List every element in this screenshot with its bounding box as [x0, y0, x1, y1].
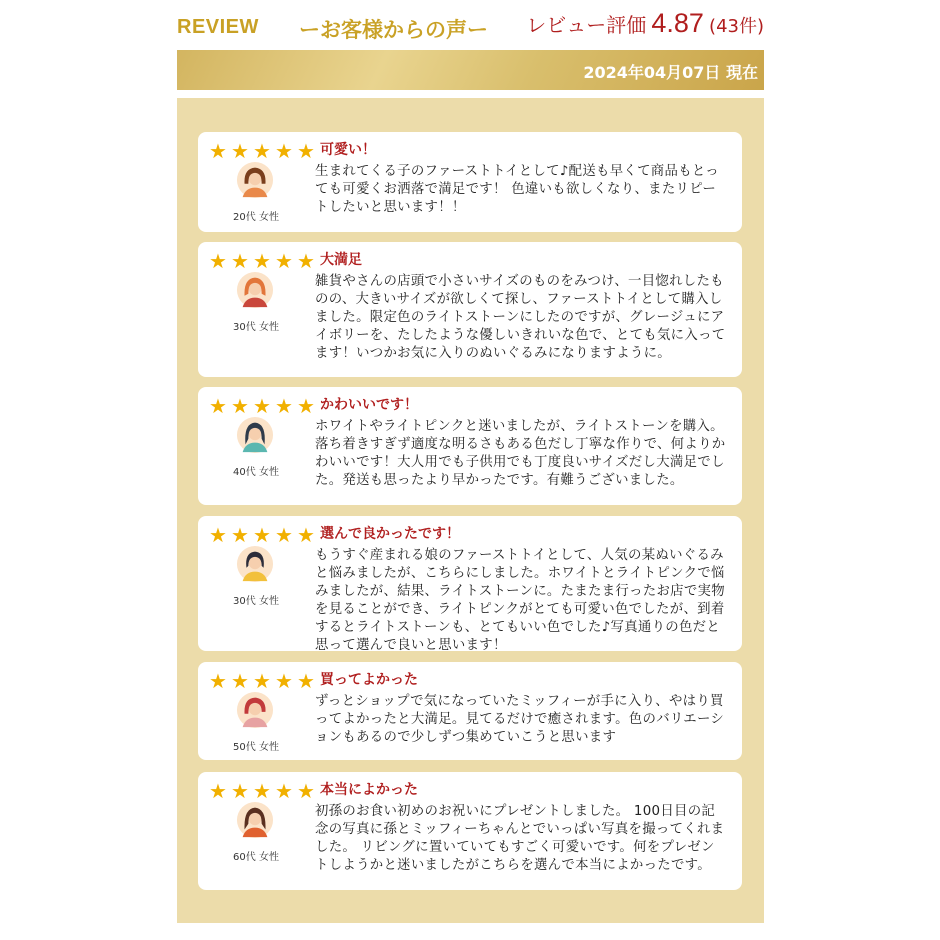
woman-avatar-icon: [236, 691, 274, 729]
star-icon: ★: [253, 394, 271, 418]
review-card: [198, 242, 742, 377]
review-card: [198, 132, 742, 232]
star-icon: ★: [253, 669, 271, 693]
star-icon: ★: [253, 139, 271, 163]
star-icon: ★: [275, 523, 293, 547]
review-header: [177, 8, 764, 48]
review-card: [198, 662, 742, 760]
reviewer-demographic: 40代 女性: [233, 467, 279, 478]
rating-label: レビュー評価: [526, 13, 647, 37]
star-rating: [208, 141, 316, 161]
star-icon: ★: [231, 249, 249, 273]
star-icon: ★: [275, 139, 293, 163]
star-icon: ★: [275, 779, 293, 803]
star-icon: ★: [209, 779, 227, 803]
review-text: ずっとショップで気になっていたミッフィーが手に入り、やはり買ってよかったと大満足。見てるだけで癒されます。色のバリエーションもあるので少しずつ集めていこうと思います: [315, 694, 725, 745]
star-icon: ★: [231, 779, 249, 803]
review-card: [198, 772, 742, 890]
review-title: 大満足: [320, 252, 362, 268]
review-text: 初孫のお食い初めのお祝いにプレゼントしました。 100日目の記念の写真に孫とミッフィーちゃんとでいっぱい写真を撮ってくれました。 リビングに置いていてもすごく可愛いです。何をプレゼントしようかと迷いましたがこちらを選んで本当によかったです。: [315, 804, 725, 873]
star-icon: ★: [231, 523, 249, 547]
reviewer-demographic: 30代 女性: [233, 322, 279, 333]
review-text: 生まれてくる子のファーストトイとして♪配送も早くて商品もとっても可愛くお洒落で満足です！ 色違いも欲しくなり、またリピートしたいと思います！！: [315, 164, 719, 215]
star-icon: ★: [231, 139, 249, 163]
woman-avatar-icon: [236, 271, 274, 309]
reviewer-demographic: 30代 女性: [233, 596, 279, 607]
star-icon: ★: [297, 394, 315, 418]
star-icon: ★: [297, 139, 315, 163]
star-rating: [208, 671, 316, 691]
star-icon: ★: [209, 669, 227, 693]
review-card: [198, 516, 742, 651]
review-title: かわいいです！: [320, 397, 418, 413]
star-icon: ★: [297, 523, 315, 547]
review-title: 本当によかった: [320, 782, 418, 798]
rating-score: 4.87: [651, 8, 704, 38]
review-text: ホワイトやライトピンクと迷いましたが、ライトストーンを購入。落ち着きすぎず適度な明るさもある色だし丁寧な作りで、何よりかわいいです！大人用でも子供用でも丁度良いサイズだし大満足でした。発送も思ったより早かったです。有難うございました。: [315, 419, 726, 488]
review-text: 雑貨やさんの店頭で小さいサイズのものをみつけ、一目惚れしたものの、大きいサイズが欲しくて探し、ファーストトイとして購入しました。限定色のライトストーンにしたのですが、グレージュにアイボリーを、たしたような優しいきれいな色で、とても気に入ってます！いつかお気に入りのぬいぐるみになりますように。: [315, 274, 726, 361]
star-icon: ★: [297, 779, 315, 803]
star-icon: ★: [231, 669, 249, 693]
star-icon: ★: [209, 249, 227, 273]
review-title: 買ってよかった: [320, 672, 418, 688]
review-label: REVIEW: [177, 16, 259, 38]
star-rating: [208, 396, 316, 416]
star-rating: [208, 781, 316, 801]
star-rating: [208, 525, 316, 545]
rating-summary: [526, 8, 764, 39]
star-icon: ★: [275, 394, 293, 418]
date-banner: [177, 50, 764, 90]
star-icon: ★: [253, 249, 271, 273]
review-text: もうすぐ産まれる娘のファーストトイとして、人気の某ぬいぐるみと悩みましたが、こちらにしました。ホワイトとライトピンクで悩みましたが、結果、ライトストーンに。たまたま行ったお店で実物を見ることができ、ライトピンクがとても可愛い色でしたが、到着するとライトストーンも、とてもいい色でした♪写真通りの色だと思って選んで良いと思います！: [315, 548, 725, 653]
customer-voice-title: ーお客様からの声ー: [299, 18, 488, 42]
star-icon: ★: [275, 249, 293, 273]
woman-avatar-icon: [236, 416, 274, 454]
review-title: 選んで良かったです！: [320, 526, 460, 542]
woman-avatar-icon: [236, 161, 274, 199]
rating-count: (43件): [709, 16, 764, 37]
reviewer-demographic: 60代 女性: [233, 852, 279, 863]
star-icon: ★: [297, 249, 315, 273]
woman-avatar-icon: [236, 545, 274, 583]
review-card: [198, 387, 742, 505]
as-of-date: 2024年04月07日 現在: [583, 63, 758, 82]
star-icon: ★: [209, 394, 227, 418]
woman-avatar-icon: [236, 801, 274, 839]
star-icon: ★: [209, 523, 227, 547]
star-icon: ★: [209, 139, 227, 163]
star-icon: ★: [297, 669, 315, 693]
star-icon: ★: [253, 779, 271, 803]
reviewer-demographic: 50代 女性: [233, 742, 279, 753]
reviewer-demographic: 20代 女性: [233, 212, 279, 223]
star-icon: ★: [275, 669, 293, 693]
star-icon: ★: [231, 394, 249, 418]
review-title: 可愛い！: [320, 142, 376, 158]
star-icon: ★: [253, 523, 271, 547]
star-rating: [208, 251, 316, 271]
